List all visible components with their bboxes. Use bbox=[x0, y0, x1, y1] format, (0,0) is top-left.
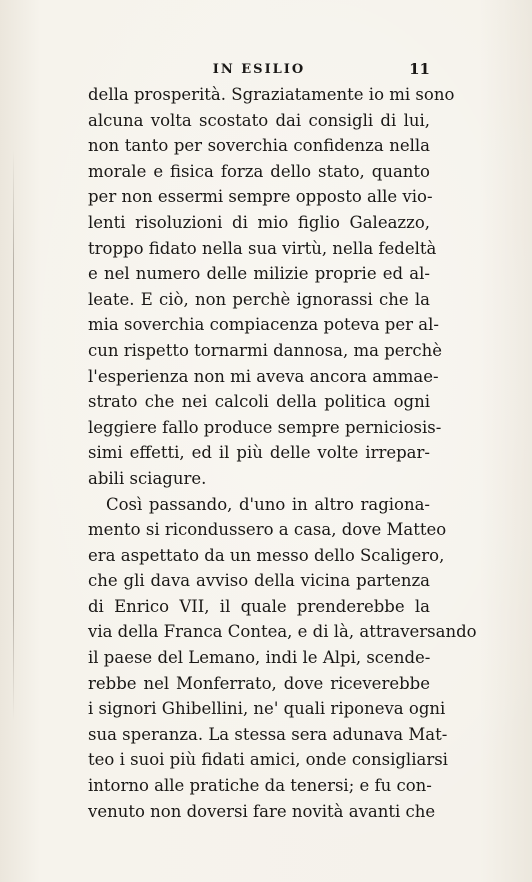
text-line: rebbe nel Monferrato, dove riceverebbe bbox=[88, 673, 430, 693]
text-line: non tanto per soverchia confidenza nella bbox=[88, 136, 430, 156]
text-line: lenti risoluzioni di mio figlio Galeazzo, bbox=[88, 212, 430, 232]
running-head: IN ESILIO bbox=[212, 62, 306, 77]
text-line: venuto non doversi fare novità avanti che bbox=[88, 801, 436, 821]
text-line: alcuna volta scostato dai consigli di lui, bbox=[88, 110, 430, 130]
page-header bbox=[88, 58, 430, 80]
text-line: di Enrico VII, il quale prenderebbe la bbox=[88, 596, 430, 616]
text-line: il paese del Lemano, indi le Alpi, scende- bbox=[88, 648, 431, 668]
text-line: Così passando, d'uno in altro ragiona- bbox=[106, 494, 430, 514]
text-line: abili sciagure. bbox=[88, 468, 207, 488]
text-line: per non essermi sempre opposto alle vio- bbox=[88, 187, 433, 207]
text-line: troppo fidato nella sua virtù, nella fedeltà bbox=[88, 238, 437, 258]
text-line: che gli dava avviso della vicina partenza bbox=[88, 571, 430, 591]
text-line: intorno alle pratiche da tenersi; e fu con- bbox=[88, 776, 432, 796]
text-line: leate. E ciò, non perchè ignorassi che la bbox=[88, 289, 430, 309]
text-line: teo i suoi più fidati amici, onde consigliarsi bbox=[88, 750, 448, 770]
text-line: della prosperità. Sgraziatamente io mi sono bbox=[88, 85, 455, 104]
text-line: i signori Ghibellini, ne' quali riponeva ogni bbox=[88, 699, 446, 719]
binding-shadow bbox=[13, 150, 14, 720]
text-line: l'esperienza non mi aveva ancora ammae- bbox=[88, 366, 439, 386]
text-line: leggiere fallo produce sempre perniciosis- bbox=[88, 417, 442, 437]
text-line: era aspettato da un messo dello Scaligero, bbox=[88, 545, 445, 565]
text-line: mento si ricondussero a casa, dove Matteo bbox=[88, 520, 447, 540]
text-line: e nel numero delle milizie proprie ed al- bbox=[88, 264, 430, 284]
text-line: strato che nei calcoli della politica ogni bbox=[88, 392, 430, 412]
page-number: 11 bbox=[409, 60, 430, 78]
text-line: via della Franca Contea, e di là, attraversando bbox=[88, 622, 477, 642]
text-line: morale e fisica forza dello stato, quanto bbox=[88, 161, 430, 181]
text-line: cun rispetto tornarmi dannosa, ma perchè bbox=[88, 340, 443, 360]
text-line: sua speranza. La stessa sera adunava Mat- bbox=[88, 724, 448, 744]
body-text bbox=[88, 82, 477, 824]
text-line: mia soverchia compiacenza poteva per al- bbox=[88, 315, 439, 335]
text-line: simi effetti, ed il più delle volte irrepar- bbox=[88, 443, 430, 463]
